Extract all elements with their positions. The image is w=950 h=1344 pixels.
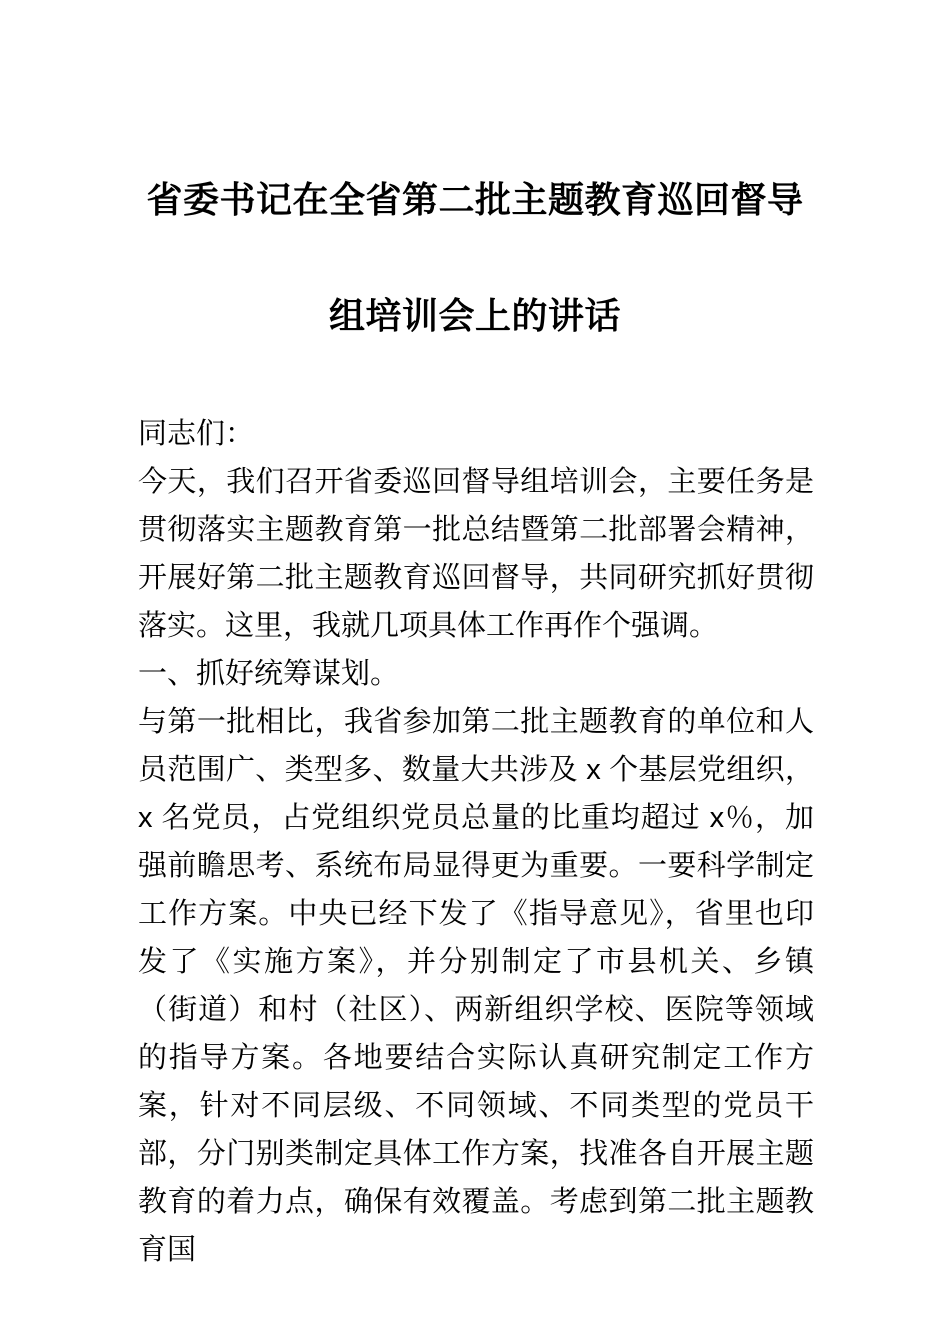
paragraph-section-one-body: 与第一批相比，我省参加第二批主题教育的单位和人员范围广、类型多、数量大共涉及 x 个基层党组织，x 名党员，占党组织党员总量的比重均超过 x％，加强前瞻思考、系统布局显得更为重要。一要科学制定工作方案。中央已经下发了《指导意见》，省里也印发了《实施方案》，并分别制定了市县机关、乡镇（街道）和村（社区）、两新组织学校、医院等领域的指导方案。各地要结合实际认真研究制定工作方案，针对不同层级、不同领域、不同类型的党员干部，分门别类制定具体工作方案，找准各自开展主题教育的着力点，确保有效覆盖。考虑到第二批主题教育国 <box>138 706 814 1266</box>
document-title-line-1: 省委书记在全省第二批主题教育巡回督导 <box>146 179 804 220</box>
document-title-line-2: 组培训会上的讲话 <box>328 295 621 336</box>
document-title <box>138 142 812 374</box>
section-heading-one: 一、抓好统筹谋划。 <box>138 658 400 690</box>
salutation: 同志们： <box>138 418 255 450</box>
paragraph-intro: 今天，我们召开省委巡回督导组培训会，主要任务是贯彻落实主题教育第一批总结暨第二批部署会精神，开展好第二批主题教育巡回督导，共同研究抓好贯彻落实。这里，我就几项具体工作再作个强调。 <box>138 466 814 642</box>
document-body <box>138 410 814 1274</box>
